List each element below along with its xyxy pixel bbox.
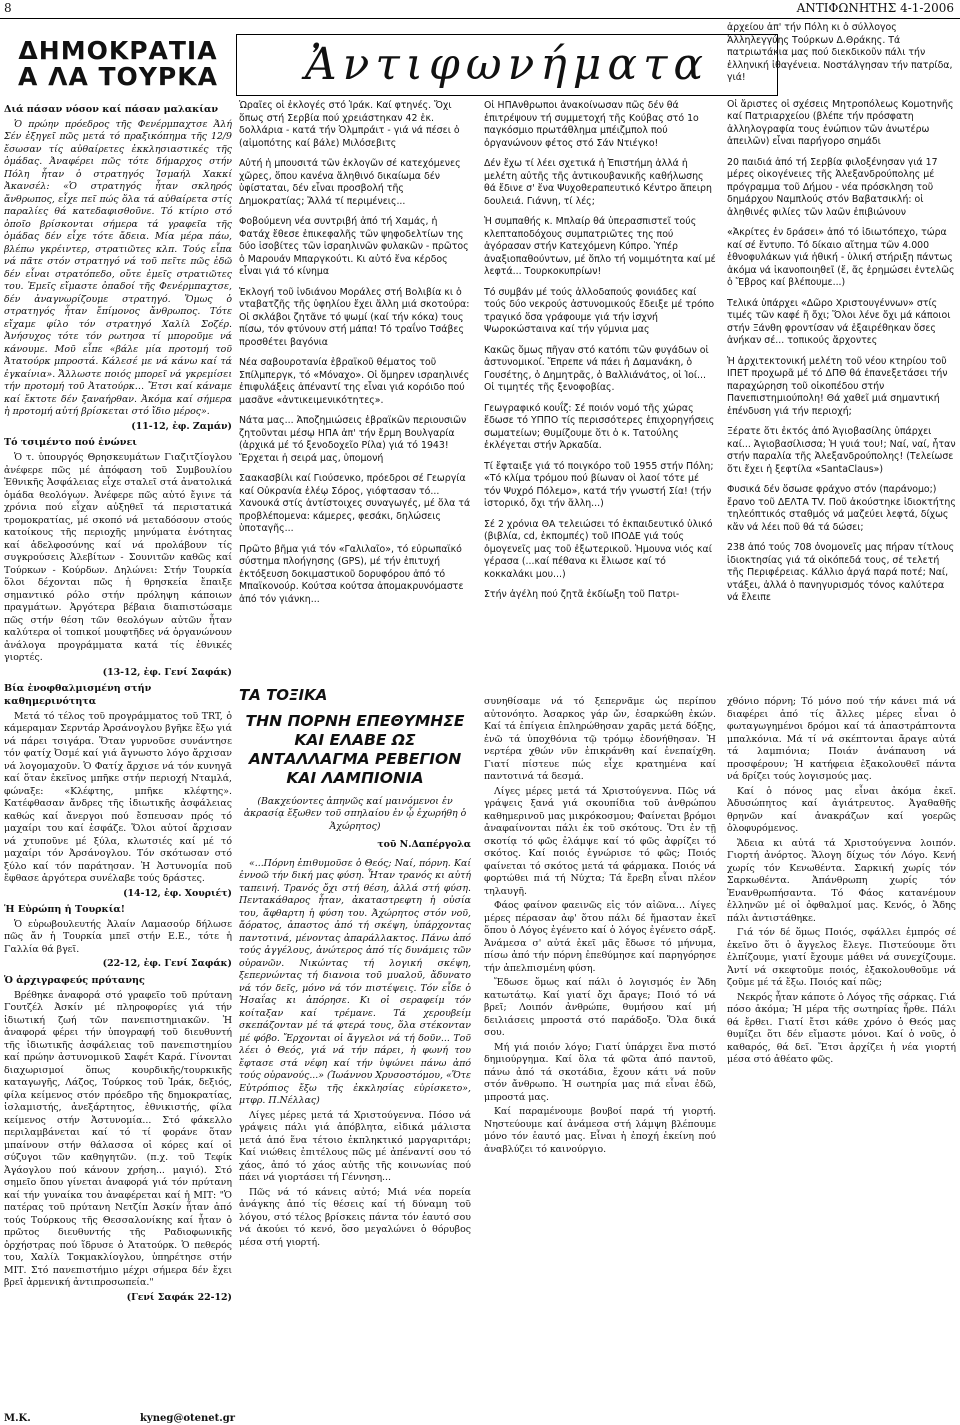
short-item: Πρῶτο βῆμα γιά τόν «Γαλιλαῖο», τό εὐρωπαϊκό σύστημα πλοήγησης (GPS), μέ τήν ἐπιτυχή ἐκτόξευση δοκιμαστικοῦ δορυφόρου ἀπό τό Μπαϊκονούρ. Κούτσα κούτσα ἀπομακρυνόμαστε ἀπό τόν γιάνκη... <box>239 543 464 605</box>
short-item: 20 παιδιά ἀπό τή Σερβία φιλοξένησαν γιά 17 μέρες οἰκογένειες τῆς Ἀλεξανδρούπολης μέ πρόγραμμα τοῦ Δήμου - νέα πρόσκληση τοῦ δημάρχου Ναμπλούς στόν Βαβατσικλή: οἱ ἀληθινές φιλίες τῶν λαῶν ἐπιβιώνουν <box>727 156 938 218</box>
article-title: Ἡ Εὐρώπη ἡ Τουρκία! <box>4 904 125 915</box>
author-initials: Μ.Κ. <box>4 1413 31 1424</box>
column-6 <box>727 696 956 1412</box>
article-body: Νεκρός ἦταν κάποτε ὁ Λόγος τῆς σάρκας. Γιά πόσο ἀκόμα; Ἡ μέρα τῆς σωτηρίας ἦρθε. Πάλι θά ἔρθει. Γιατί ἔτσι κάθε χρόνο ὁ Θεός μας θυμίζει ὅτι δέν εἴμαστε μόνοι. Καί ὁ νοῦς, ὁ καθαρός, θά δεῖ. Ἔτσι ἀρχίζει ἡ νέα γιορτή μέσα στό ἀθέατο φῶς. <box>727 991 956 1065</box>
short-item: Ἐκλογή τοῦ ἰνδιάνου Μοράλες στή Βολιβία κι ὁ νταβατζῆς τῆς ὑφηλίου ἔχει ἄλλη μιά σκοτούρα: Οἱ σκλάβοι ζητᾶνε τό ψωμί (καί τήν κόκα) τους πίσω, τόν φτύνουν στή μάπα! Τό τραΐνο Τσάβες προσθέτει βαγόνια <box>239 286 470 348</box>
article-body: Ἄδεια κι αὐτά τά Χριστούγεννα λοιπόν. Γιορτή ἀνόρτος. Ἄλογη δίχως τόν Λόγο. Κενή χωρίς τόν Κενωθέντα. Σαρκική χωρίς τόν Σαρκωθέντα. Ἀπάνθρωπη χωρίς τόν Ἐνανθρωπήσαντα. Τό Φάος κατανέμουν ἐλληνῶν μέ οἱ ὀφθαλμοί μας. Κενός, ὁ Ἄδης πάλι ἀντιστάθηκε. <box>727 837 956 924</box>
article-byline: τοῦ Ν.Δαπέργολα <box>377 839 471 851</box>
article-body: Μή γιά ποιόν λόγο; Γιατί ὑπάρχει ἕνα πιστό δημιούργημα. Καί ὅλα τά φῶτα ἀπό παντοῦ, πάνω ἀπό τά σκοτάδια, ἔχουν κάτι νά ποῦν στόν ἄνθρωπο. Ἡ σωτηρία μας πιά εἶναι ἐδῶ, μπροστά μας. <box>484 1041 716 1103</box>
section-title-line1: ΔΗΜΟΚΡΑΤΙΑ <box>18 36 218 65</box>
article-body: Καί ὁ πόνος μας εἶναι ἀκόμα ἐκεῖ. Ἀδυσώπητος καί ἀγιάτρευτος. Ἀγαθαθῆς θρηνῶν καί ἀνακράζων καί γοερῶς ὀλοφυρόμενος. <box>727 785 956 834</box>
short-item: Φυσικά δέν ὅσωσε φράχνο στόν (παράνομο;) ἔρανο τοῦ ΔΕΛΤΑ TV. Ποῦ ἀκούστηκε ἰδιοκτήτης τηλεόπτικός σταθμός νά μαζεύει λεφτά, δίχως κἄν νά λέει ποῦ θά τά δώσει; <box>727 484 956 533</box>
article-source: (Γενί Σαφάκ 22-12) <box>126 1291 232 1303</box>
article-quote: «...Πόρνη ἐπιθυμοῦσε ὁ Θεός; Ναί, πόρνη. Καί ἐννοῶ τήν δική μας φύση. Ἦταν τρανός κι αὐτή ταπεινή. Τρανός ὄχι στή θέση, ἀλλά στή φύση. Πεντακάθαρος ἦταν, ἀκαταστρεφτη ἡ οὐσία του, ἄφθαρτη ἡ φύση του. Ἀχώρητος στόν νοῦ, ἄόρατος, ἀπαστος ἀπό τή σκέψη, ὑπάρχοντας παντοτινά, μένοντας ἀπαράλλακτος. Πάνω ἀπό τούς ἀγγέλους, ἀνώτερος ἀπό τίς δυνάμεις τῶν οὐρανῶν. Νικώντας τή λογική σκέψη, ξεπερνώντας τή διανοια τοῦ μυαλοῦ, ἄδυνατο νά τόν δεῖς, μόνο νά τόν πιστέψεις. Τόν εἶδε ὁ Ἡσαΐας κι ἀπόρησε. Κι οἱ σεραφείμ τόν κοίταξαν καί τρέμανε. Τά χερουβείμ σκεπάζονταν μέ τά φτερά τους, ὅλα στέκονταν μέ φόβο. Ἔρχονται οἱ ἄγγελοι νά τή δοῦν... Τοῦ λέει ὁ Θεός, γιά νά τήν πάρει, ἡ φωνή του ἔφτασε στά νέφη καί τήν ὑψώνει πάνω ἀπό τούς οὐρανούς...» (Ἰωάννου Χρυσοστόμου, «Ὅτε Εὐτρόπιος ἔξω τῆς ἐκκλησίας εὑρίσκετο», μτφρ. Π.Νέλλας) <box>239 857 471 1107</box>
article-title: Διά πάσαν νόσον καί πάσαν μαλακίαν <box>4 104 218 115</box>
short-item: Ὡραῖες οἱ ἐκλογές στό Ἰράκ. Καί φτηνές. Ὄχι ὅπως στή Σερβία πού χρειάστηκαν 42 ἑκ. δολλάρια - κατά τήν Ὀλμπράιτ - γιά νά πέσει ὁ (αἱμοπότης καί βάλε) Μιλόσεβιτς <box>239 100 460 149</box>
article-body: Ὁ πρώην πρόεδρος τῆς Φενέρμπαχτσε Ἀλή Σέν ἐξηγεῖ πῶς μετά τό πραξικόπημα τῆς 12/9 ἔσωσαν τίς αὐθαίρετες ἐκκλησιαστικές τῆς ὁμάδας. Ἀναφέρει πῶς τότε δήμαρχος στήν Πόλη ἦταν ὁ στρατηγός Ἰσμαήλ Χακκί Ἀκανσέλ: «Ὁ στρατηγός ἦταν σκληρός ἄνθρωπος, εἶχε πεῖ πώς ὅλα τά αὐθαίρετα στίς παραλίες θά κατεδαφισθοῦνε. Τό κτίριο στό ὁποῖο βρίσκονται σήμερα τά γραφεῖα τῆς ὁμάδας δέν εἶχε τότε ἄδεια. Μία μέρα πάω, βλέπω γκρέιντερ, στρατιῶτες κλπ. Τούς εἶπα νά πᾶτε στόν στρατηγό νά τοῦ πεῖτε πῶς ἐδῶ δέν εἶναι στρατόπεδο, οὔτε ἐμεῖς στρατιῶτες του. Ἐμεῖς εἴμαστε ὀπαδοί τῆς Φενέρμπαχτσε, δέν ἀναγνωρίζουμε στρατηγό. Ὅμως ὁ στρατηγός ἦταν ἔπίμονος ἄνθρωπος. Τότε εἴχαμε φίλο τόν στρατηγό Χαλίλ Σοζέρ. Ἀνήσυχος τότε τόν ρωτησα τί μποροῦμε νά κάνουμε. Μοῦ εἶπε «βάλε μία προτομή τοῦ Ἀτατούρκ μπροστά. Κάλεσέ με νά κάνω καί τά ἐγκαίνια». Ἄλλωστε ποιός μπορεῖ νά γκρεμίσει τήν προτομή τοῦ Ἀτατούρκ… Ἔτσι καί κάναμε καί ἔκτοτε δέν ξαναήρθαν. Ἀκόμα καί σήμερα ἡ προτομή αὐτή βρίσκεται στό ἴδιο μέρος». <box>4 118 232 418</box>
column-2 <box>239 100 471 680</box>
article-body: Γιά τόν δέ ὅμως Ποιός, σφάλλει ἐμπρός σέ ἐκεῖνο ὅτι ὁ ἄγγελος ἔλεγε. Πιστεύουμε ὅτι ἐλπίζουμε, γιατί ἔχουμε μάθει νά συνεχίζουμε. Ἀντί νά σκεφτοῦμε ποιός, ἐξακολουθοῦμε νά ζοῦμε μέ τά ἔξω. Ποιός καί πῶς; <box>727 927 956 988</box>
short-item: Νέα σαβουροτανία ἑβραϊκοῦ θέματος τοῦ Σπίλμπεργκ, τό «Μόναχο». Οἱ ὅμηρεν ισραηλινές ἐπιφυλάξεις ἀπέναντί της εἶναι γιά κορόιδο πού μασᾶνε «ἀντικειμενικότητες». <box>239 357 470 406</box>
article-body: Βρέθηκε ἀναφορά στό γραφεῖο τοῦ πρύτανη Γουτζέλ Ἀσκίν μέ πληροφορίες γιά τήν ἰδιωτική ζωή τῶν πανεπιστημιακῶν. Ἡ ἀναφορά φέρει τήν ὑπογραφή τοῦ διευθυντή τῆς ἰδιωτικῆς ἀσφάλειας τοῦ πανεπιστημίου καί πρώην ἀστυνομικοῦ Σαφέτ Καρά. Γίνονται διαχωρισμοί ὅπως κουρδικῆς/τουρκικῆς καταγωγῆς, Λάζος, Τούρκος τοῦ Ἰράκ, δεξιός, φίλα κείμενος στόν πρόεδρο τῆς δημοκρατίας, ἰσλαμιστής, ἀνεξάρτητος, ἐθνικιστής, φίλα κείμενος στήν Ἀστυνομία... Στό φάκελλο περιλαμβάνεται καί τό τί φοράνε ὅταν μπαίνουν στήν θάλασσα οἱ κόρες καί οἱ σύζυγοι τῶν καθηγητῶν. (π.χ. τοῦ Τεφίκ Ἀγάογλου πού κάνουν χρήση... μαγιό). Στό σημεῖο ὅπου γίνεται ἀναφορά γιά τόν πρύτανη καί τήν γυναίκα του ἀναφέρεται καί ἡ ΜΙΤ: "Ὁ πατέρας τοῦ πρύτανη Νετζίπ Ἀσκίν ἦταν ἀπό τούς Τούρκους τῆς Θεσσαλονίκης καί ἦταν ὁ πρῶτος διευθυντής τῆς Ραδιοφωνικῆς ὀρχήστρας πού ἵδρυσε ὁ Ἀτατούρκ. Ὁ πεθερός του, Χαλίλ Τοκμακλίογλου, ὑπηρέτησε στήν ΜΙΤ. Στό πανεπιστήμιο μέχρι σήμερα δέν ἔχει βρεῖ ἀρμενική ἀντιπροσωπεία." <box>4 989 232 1288</box>
short-item: Τελικά ὑπάρχει «Δῶρο Χριστουγέννων» στίς τιμές τῶν καφέ ἤ ὄχι; Ὅλοι λένε ὄχι μά κάποιοι στήν Ξάνθη φροντίσαν νά ἐξαιρέθηκαν ὅσες ἀνήκαν σέ... τοπικούς ἄρχοντες <box>727 297 951 346</box>
short-item: Ξέρατε ὅτι ἐκτός ἀπό Ἀγιοβασίλης ὑπάρχει καί... Ἀγιοβασίλισσα; Ἡ γυιά του!; Ναί, ναί, ἦταν στήν παραλία τῆς Ἀλεξανδρούπολης! (Τελείωσε ὅτι ἔχει ἡ ξεφτίλα «SantaClaus») <box>727 426 956 475</box>
article-title: Τό τσιμέντο πού ἑνώνει <box>4 437 137 449</box>
section-title-line2: Α ΛΑ ΤΟΥΡΚΑ <box>18 62 218 92</box>
page-number: 8 <box>4 1 12 15</box>
article-source: (11-12, ἐφ. Ζαμάν) <box>131 420 232 432</box>
masthead: Ἀντιφωνήματα <box>236 34 778 96</box>
article-title: Ὁ ἀρχιγραφεύς πρύτανης <box>4 974 145 986</box>
article-body: Πῶς νά τό κάνεις αὐτό; Μιά νέα πορεία ἀνάγκης ἀπό τίς θέσεις καί τή δύναμη τοῦ λόγου, στό τέλος βρίσκεις πάντα τόν ἑαυτό σου νά ἀκούει τό κενό, ὅσο μεγαλώνει ὁ θόρυβος μέσα στή γιορτή. <box>239 1186 471 1248</box>
article-body: Λίγες μέρες μετά τά Χριστούγεννα. Πῶς νά γράψεις ξανά γιά σκουπίδια τοῦ ἀνθρώπου καθημερινοῦ μας μικρόκοσμου; Φαίνεται βρόμοι ἀναφαίνονται πάλι ἐκ τοῦ σκότους. Ὅτι ἐν τῇ σκοτίᾳ τό φῶς ἐλάμψε καί τό φῶς ἀφρίζει τό σκότος. Καί ποιός ἐγνώρισε τό φῶς; Ποιός φαίνεται τό σκότος μετά τά φάρμακα. Ποιός νά φορτώθει πιά τή Νύχτα; Τά ἔρεβη εἶναι πλέον τηλαυγῆ. <box>484 785 716 897</box>
article-body: Ἔδωσε ὅμως καί πάλι ὁ λογισμός ἐν Ἅδη κατωτάτῳ. Καί γιατί ὄχι ἄραγε; Ποιό τό νά βρεῖ; Λοιπόν ἀνθρώπε, θυμήσου καί μή δειλιάσεις μπροστά στό παράδοξο. Ὅλα δικά σου. <box>484 977 716 1038</box>
column-5 <box>484 696 716 1412</box>
short-item: Ἡ συμπαθής κ. Μπλαίρ θά ὑπερασπιστεῖ τούς κλεπταποδόχους συμπατριῶτες της πού ἀγόρασαν στήν Κατεχόμενη Κύπρο. Ὑπέρ ἀναξιοπαθούντων, μέ ὅπλο τή νομιμότητα καί μέ λεφτά... Τουρκοκυπρίων! <box>484 216 716 277</box>
section-title <box>4 38 232 91</box>
article-body: Φάος φαίνον φαεινῶς εἰς τόν αἰῶνα… Λίγες μέρες πέρασαν ἀφ' ὅτου πάλι δέ ἤμασταν ἐκεῖ ὅπου ὁ Λόγος ἐγένετο καί ὁ λόγος ἐγένετο σάρξ. Ἀνάμεσα σ' αὐτά ἐκεῖ μᾶς ἔδωσε τό μήνυμα, πίσω ἀπό τήν πόρνη ἐπεθύμησε καί παρηγόρησε τήν ἀπελπισμένη φύση. <box>484 900 716 974</box>
article-body: συνηθίσαμε νά τό ξεπερνᾶμε ὡς περίπου αὐτονόητο. Ἀσαρκος γάρ ὤν, ἐσαρκώθη ἐκών. Καί τά ἐπίγεια ἐπληρώθησαν χαρᾶς μετά δόξης, ἐνῶ τά ὑποχθόνια τῷ τρόμῳ ἐδονήθησαν. Ἡ νερτέρα χθών νῦν ἐπικράνθη καί ἐνεπαίχθη. Γιατί πίστευε πώς εἶχε κρατημένα καί παντοτινά τά δεσμά. <box>484 696 716 782</box>
short-item: Δέν ἔχω τί λέει σχετικά ἡ Ἐπιστήμη ἀλλά ἡ μελέτη αὐτῆς τῆς ἀντικουβανικῆς καθήλωσης θά ἔδινε σ' ἕνα Ψυχοθεραπευτικό Κέντρο ἄπειρη δουλειά. Γιάννη, τί λές; <box>484 158 712 207</box>
toxika-article <box>239 686 471 1406</box>
short-item: Τί ἔφταιξε γιά τό ποιγκόρο τοῦ 1955 στήν Πόλη; «Τό κλίμα τρόμου πού βίωναν οἱ λαοί τότε μέ τόν Ψυχρό Πόλεμο», κατά τήν γνωστή Σία! (τήν ἰστορικό, ὄχι τήν ἄλλη...) <box>484 460 714 509</box>
short-item: Σέ 2 χρόνια ΘΑ τελειώσει τό ἐκπαιδευτικό ὑλικό (βιβλία, cd, ἐκπομπές) τοῦ ΙΠΟΔΕ γιά τούς ὀμογενεῖς μας τοῦ ἐξωτερικοῦ. Ἡμουνα νιός καί γέρασα (...καί πέθανα κι ἔλιωσε καί τό κοκκαλάκι μου...) <box>484 518 713 580</box>
short-item: Τό συμβάν μέ τούς ἀλλοδαπούς φονιάδες καί τούς δύο νεκρούς ἀστυνομικούς ἔδειξε μέ τρόπο τραγικό ὅσα γράφουμε γιά τήν ἰσχνή Ψωροκώσταινα καί τήν γύμνια μας <box>484 286 715 335</box>
contact-email: kyneg@otenet.gr <box>140 1413 236 1424</box>
short-item: Νάτα μας... Ἀποζημιώσεις ἑβραϊκῶν περιουσιῶν ζητοῦνται μέσῳ ΗΠΑ ἀπ' τήν ἔρμη Βουλγαρία (ἀρχικά μέ τό ξενοδοχεῖο Ρίλα) γιά τό 1943! Ἔρχεται ἡ σειρά μας, ὑπομονή <box>239 415 467 464</box>
short-item: 238 ἀπό τούς 708 ὀνομονεῖς μας πήραν τίτλους ἰδιοκτησίας γιά τά οἰκόπεδά τους, σέ τελετή τῆς Περιφέρειας. Κάλλιο ἀργά παρά ποτέ; Ναί, ντάξει, ἀλλά ὁ πανηγυρισμός τόνος καλύτερα νά ἔλειπε <box>727 542 955 603</box>
short-item: Γεωγραφικό κουΐζ: Σέ ποιόν νομό τῆς χώρας ἔδωσε τό ΥΠΠΟ τίς περισσότερες ἐπιχορηγήσεις σωματείων; Θυμίζουμε ὅτι ὁ κ. Τατούλης ἐκλέγεται στήν Ἀρκαδία. <box>484 402 715 451</box>
short-item: Κακῶς ὅμως πῆγαν στό κατόπι τῶν φυγάδων οἱ ἀστυνομικοί. Ἔπρεπε νά πάει ἡ Δαμανάκη, ὁ Γουσέτης, ὁ Δημητρᾶς, ὁ Βαλλιάνάτος, οἱ Ἰοί... Οἱ τιμητές τῆς ξενοφοβίας. <box>484 344 709 393</box>
article-headline: ΤΗΝ ΠΟΡΝΗ ΕΠΕΘΥΜΗΣΕ ΚΑΙ ΕΛΑΒΕ ΩΣ ΑΝΤΑΛΛΑΓΜΑ ΡΕΒΕΓΙΟΝ ΚΑΙ ΛΑΜΠΙΟΝΙΑ <box>245 711 465 787</box>
column-tag: ΤΑ ΤΟΞΙΚΑ <box>239 686 328 704</box>
short-item: «Ἀκρίτες ἐν δράσει» ἀπό τό ἰδιωτόπεχο, τώρα καί σέ ἔντυπο. Τό δίκαιο αἴτημα τῶν 4.000 ἐθνοφυλάκων γιά ἠθική - ὑλική στήριξη πάντως ἀκόμα νά ἱκανοποιηθεῖ (ἔ, ἄς ἐρημώσει ἐντελῶς ὁ Ἔβρος καί βλέπουμε...) <box>727 227 955 288</box>
article-subtitle: (Βακχεύοντες ἀπηνῶς καί μαινόμενοι ἐν ἀκρασίᾳ ἔξωθεν τοῦ σπηλαίου ἐν ᾧ ἐχωρήθη ὁ Ἀχώρητος) <box>243 795 467 832</box>
article-source: (14-12, ἐφ. Χουριέτ) <box>123 887 232 899</box>
article-body: Λίγες μέρες μετά τά Χριστούγεννα. Πόσο νά γράψεις πάλι γιά ἀπόβλητα, εἰδικά μάλιστα μετά ἀπό ἕνα τέτοιο ἐκπληκτικό μαργαριτάρι; Καί νιώθεις ἐπιτέλους πῶς μέ ἀπέναντί σου τό χάος, ἀπό τό χάος αὐτῆς τῆς κοινωνίας πού πάει νά γιορτάσει τή Γέννηση... <box>239 1109 471 1184</box>
article-body: Ὁ τ. ὑπουργός Θρησκευμάτων Γιαζιτζίογλου ἀνέφερε πῶς μέ ἀπόφαση τοῦ Συμβουλίου Ἐθνικῆς Ἀσφάλειας εἶχε σταλεῖ στά ἀνατολικά ὁμάδα θεολόγων. Ἀνέφερε πῶς αὐτό ἔγινε τά χρόνια πού εἶχαν αὐξηθεῖ τά περιστατικά τρομοκρατίας, μέ σκοπό νά μεταδόσουν στούς κατοίκους τῆς περιοχῆς μηνύματα ἑνότητας καί ἀδελφοσύνης καί νά προλάβουν τίς συγκρούσεις Ἀλεβίτων - Σουνιτῶν καθῶς καί Τούρκων - Κούρδων. Δηλώνει: Στήν Τουρκία ὅλοι δέχονται πῶς ἡ θρησκεία ἔπαιξε σημαντικό ρόλο στήν πρόληψη κάποιων πραγμάτων. Ἀργότερα βέβαια διαπιστώσαμε πῶς στήν θέση τῶν θεολόγων αὐτῶν ἦταν καλύτερα οἱ τοπικοί μουφτῆδες νά ὀργανώνουν ἀνάλογα προγράμματα κατά τίς ἐθνικές γιορτές. <box>4 452 232 663</box>
column-1 <box>4 100 232 1405</box>
column-3 <box>484 100 716 692</box>
article-body: Ὁ εὐρωβουλευτής Ἀλαίν Λαμασούρ δήλωσε πῶς ἄν ἡ Τουρκία μπεῖ στήν Ε.Ε., τότε ἡ Γαλλία θά βγεῖ. <box>4 918 232 955</box>
article-source: (22-12, ἐφ. Γενί Σαφάκ) <box>102 958 232 970</box>
article-title: Βία ἐνοφθαλμισμένη στήν καθημερινότητα <box>4 683 152 707</box>
page-header <box>0 0 960 19</box>
paper-date: ΑΝΤΙΦΩΝΗΤΗΣ 4-1-2006 <box>796 1 954 15</box>
short-item: ἀρχείου ἀπ' τήν Πόλη κι ὁ σύλλογος Ἀλληλεγγύης Τούρκων Δ.Θράκης. Τά πατριωτάκια μας πού διεκδικοῦν πάλι τήν ἑλληνική ἰθαγένεια. Νοστάλγησαν τήν πατρίδα, γιά! <box>727 22 953 83</box>
article-body: Μετά τό τέλος τοῦ προγράμματος τοῦ TRT, ὁ κάμεραμαν Σερντάρ Ἀρσάνογλου βγῆκε ἔξω γιά νά πάρει τσιγάρα. Ὅταν γυρνοῦσε συνάντησε τόν φατίχ Ὀσμέ καί γιά ἄγνωστο λόγο ἄρχισαν νά λογομαχοῦν. Ὁ Φατίχ ἄρχισε νά τόν κυνηγᾶ καί ὅταν ἐκεῖνος μπῆκε στήν περιοχή Νταμλά, φώναξε: «Κλέφτης, μπῆκε κλέφτης». Κατέφθασαν ἄνδρες τῆς ἰδιωτικῆς ἀσφάλειας καθώς καί ἄνεργοι πού ἔσπευσαν πρός τό μαχαίρι του καί ἐσφάζε. Ὅλοι αὐτοί ἄρχισαν νά χτυποῦνε μέ ξύλα, κλωτσιές καί μέ τό μαχαίρι τόν Ἀρσάνογλου. Τόν σκότωσαν στό ξύλο καί τόν παράτησαν. Ἡ Ἀστυνομία ποῦ ἔφθασε ἀργότερα συνέλαβε τούς δράστες. <box>4 710 232 884</box>
article-body: χθόνιο πόρνη; Τό μόνο πού τήν κάνει πιά νά διαφέρει ἀπό τίς ἄλλες μέρες εἶναι ὁ φωταγωγημένοι δρόμοι καί τά ἀπαστράπτοντα μπαλκόνια. Μά τί νά σκέπτονται ἄραγε αὐτά τά λαμπιόνια; Ποιάν ἀνάπαυση νά προσφέρουν; Ἡ κατήφεια ἐξακολουθεῖ πάντα νά δρίζει τούς λογισμούς μας. <box>727 696 956 782</box>
short-item: Σαακασβίλι καί Γιούσενκο, πρόεδροι σέ Γεωργία καί Οὐκρανία ἐλέῳ Σόρος, γιόφτασαν τό... Χανουκά στίς ἀντίστοιχες συναγωγές, μέ ὅλα τά προβλέπομενα: κάμερες, φεσάκι, δηλώσεις ὑποταγῆς... <box>239 473 471 534</box>
article-body: Καί παραμένουμε βουβοί παρά τή γιορτή. Νηστεύουμε καί ἀνάμεσα στή λάμψη βλέπουμε μόνο τόν ἑαυτό μας. Εἶναι ἡ ἐποχή ἐκείνη πού ἀναβλύζει τό καινούργιο. <box>484 1106 716 1155</box>
short-item: Οἱ ΗΠΑνθρωποι ἀνακοίνωσαν πῶς δέν θά ἐπιτρέψουν τή συμμετοχή τῆς Κούβας στό 1ο παγκόσμιο πρωτάθλημα μπέιζμπολ πού ὀργανώνουν φέτος στό Σάν Ντιέγκο! <box>484 100 699 149</box>
short-item: Οἱ ἄριστες οἱ σχέσεις Μητροπόλεως Κομοτηνῆς καί Πατριαρχείου (βλέπε τήν πρόσφατη ἀλληλογραφία τους ἐνώπιον τῶν ἀνωτέρω ἀπειλῶν) εἶναι παρήγορο σημάδι <box>727 98 954 147</box>
short-item: Ἡ ἀρχιτεκτονική μελέτη τοῦ νέου κτηρίου τοῦ ΙΠΕΤ προχωρᾶ μέ τό ΔΠΘ θά ἐπανεξετάσει τήν παραχώρηση τοῦ οἰκοπέδου στήν Πανεπιστημιούπολη! Θά χαθεῖ μιά σημαντική ἐπένδυση γιά τήν περιοχή; <box>727 355 948 417</box>
short-item: Αὐτή ἡ μπουσιτά τῶν ἐκλογῶν σέ κατεχόμενες χῶρες, ὅπου κανένα ἄληθινό δικαίωμα δέν ὑφίσταται, δέν εἶναι προσβολή τῆς Δημοκρατίας; Ἄλλά τί περιμένεις... <box>239 158 461 207</box>
short-item: Φοβούμενη νέα συντριβή ἀπό τή Χαμάς, ἡ Φατάχ ἔθεσε ἐπικεφαλῆς τῶν ψηφοδελτίων της δύο ἰσοβίτες τῶν ἰσραηλινῶν φυλακῶν - πρῶτος ὁ Μαρουάν Μπαργκούτι. Κι αὐτό ἕνα κέρδος εἶναι γιά τό κίνημα <box>239 216 469 277</box>
short-item: Στήν ἀγέλη πού ζητᾶ ἐκδίωξη τοῦ Πατρι- <box>484 589 680 600</box>
article-source: (13-12, ἐφ. Γενί Σαφάκ) <box>102 666 232 678</box>
column-4 <box>727 22 956 692</box>
